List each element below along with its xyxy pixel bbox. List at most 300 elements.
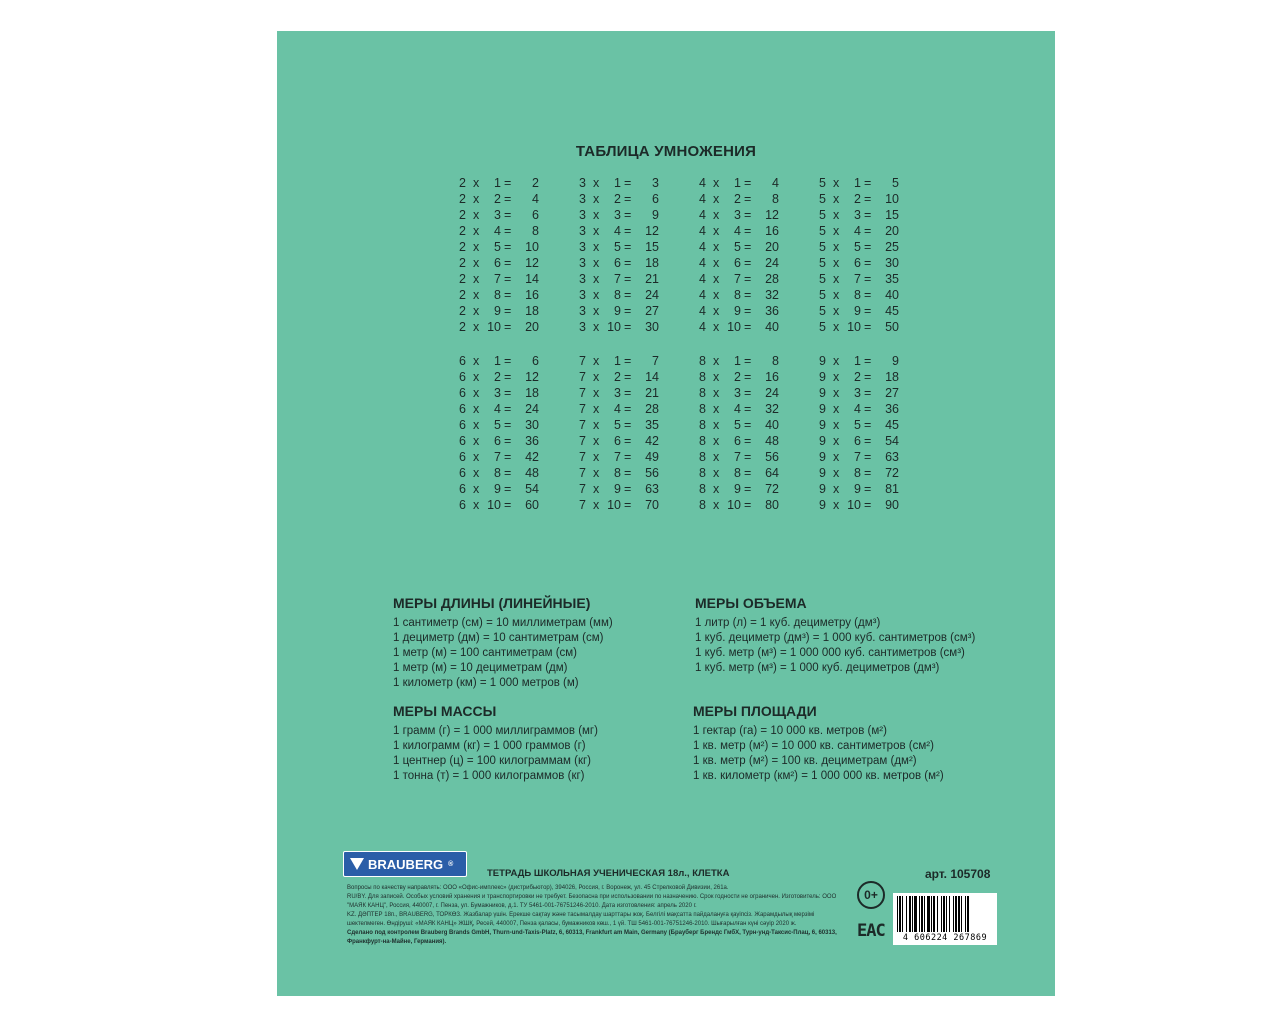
list-item: 1 километр (км) = 1 000 метров (м) — [393, 677, 579, 689]
multiplicand: 5 — [819, 304, 826, 318]
list-item: 1 кв. метр (м²) = 10 000 кв. сантиметров (см²) — [693, 740, 934, 752]
table-row — [579, 239, 689, 255]
multiplicand: 4 — [699, 192, 706, 206]
equals-sign: = — [624, 498, 632, 512]
equals-sign: = — [744, 450, 752, 464]
equals-sign: = — [504, 418, 512, 432]
times-sign: x — [593, 272, 600, 286]
equals-sign: = — [864, 272, 872, 286]
table-row — [819, 303, 929, 319]
multiplier: 7 — [494, 450, 501, 464]
product: 50 — [885, 320, 899, 334]
product: 5 — [892, 176, 899, 190]
table-row — [699, 255, 809, 271]
product: 45 — [885, 304, 899, 318]
multiplicand: 9 — [819, 482, 826, 496]
eac-mark-icon: ЕАС — [857, 921, 885, 941]
multiplier: 5 — [734, 240, 741, 254]
product: 15 — [645, 240, 659, 254]
table-row — [459, 223, 569, 239]
times-sign: x — [713, 482, 720, 496]
table-row — [699, 191, 809, 207]
multiplicand: 5 — [819, 272, 826, 286]
product: 36 — [765, 304, 779, 318]
table-row — [579, 497, 689, 513]
list-item: 1 куб. метр (м³) = 1 000 000 куб. сантиметров (см³) — [695, 647, 965, 659]
multiplicand: 5 — [819, 176, 826, 190]
product: 63 — [645, 482, 659, 496]
multiplicand: 8 — [699, 450, 706, 464]
product: 64 — [765, 466, 779, 480]
multiplier: 5 — [734, 418, 741, 432]
table-row — [579, 481, 689, 497]
times-sign: x — [833, 208, 840, 222]
equals-sign: = — [624, 304, 632, 318]
product: 21 — [645, 386, 659, 400]
table-row — [459, 449, 569, 465]
section-length — [393, 595, 613, 691]
multiplicand: 9 — [819, 498, 826, 512]
multiplicand: 3 — [579, 272, 586, 286]
product: 27 — [645, 304, 659, 318]
multiplicand: 5 — [819, 192, 826, 206]
product: 8 — [772, 192, 779, 206]
multiplier: 1 — [854, 176, 861, 190]
equals-sign: = — [624, 402, 632, 416]
multiplicand: 2 — [459, 256, 466, 270]
equals-sign: = — [624, 192, 632, 206]
table-row — [819, 207, 929, 223]
times-sign: x — [713, 498, 720, 512]
multiplicand: 5 — [819, 208, 826, 222]
multiplier: 4 — [854, 402, 861, 416]
product: 80 — [765, 498, 779, 512]
product: 28 — [765, 272, 779, 286]
multiplier: 3 — [854, 208, 861, 222]
product: 16 — [525, 288, 539, 302]
product: 63 — [885, 450, 899, 464]
multiplicand: 7 — [579, 450, 586, 464]
table-row — [579, 175, 689, 191]
table-row — [579, 303, 689, 319]
table-row — [459, 191, 569, 207]
multiplier: 6 — [854, 256, 861, 270]
equals-sign: = — [864, 434, 872, 448]
table-row — [459, 401, 569, 417]
product: 24 — [645, 288, 659, 302]
multiplicand: 2 — [459, 272, 466, 286]
multiplicand: 2 — [459, 192, 466, 206]
equals-sign: = — [504, 192, 512, 206]
product: 24 — [525, 402, 539, 416]
equals-sign: = — [744, 224, 752, 238]
multiplier: 6 — [734, 256, 741, 270]
multiplicand: 6 — [459, 482, 466, 496]
table-row — [579, 433, 689, 449]
product: 30 — [885, 256, 899, 270]
times-sign: x — [473, 386, 480, 400]
multiplier: 4 — [494, 224, 501, 238]
multiplier: 8 — [494, 466, 501, 480]
multiplicand: 2 — [459, 304, 466, 318]
times-sign: x — [713, 386, 720, 400]
times-sign: x — [473, 320, 480, 334]
times-sign: x — [833, 288, 840, 302]
product: 30 — [645, 320, 659, 334]
equals-sign: = — [744, 386, 752, 400]
times-sign: x — [593, 192, 600, 206]
multiplicand: 6 — [459, 466, 466, 480]
product: 56 — [645, 466, 659, 480]
table-row — [699, 385, 809, 401]
multiplier: 4 — [614, 224, 621, 238]
table-row — [579, 353, 689, 369]
table-row — [699, 353, 809, 369]
multiplier: 7 — [854, 450, 861, 464]
table-row — [819, 353, 929, 369]
times-sign: x — [833, 224, 840, 238]
equals-sign: = — [864, 402, 872, 416]
times-sign: x — [593, 370, 600, 384]
product: 12 — [645, 224, 659, 238]
equals-sign: = — [624, 354, 632, 368]
multiplicand: 3 — [579, 256, 586, 270]
multiplier: 2 — [494, 370, 501, 384]
table-row — [459, 465, 569, 481]
equals-sign: = — [864, 370, 872, 384]
product: 16 — [765, 224, 779, 238]
times-sign: x — [833, 192, 840, 206]
table-row — [819, 385, 929, 401]
equals-sign: = — [504, 466, 512, 480]
table-row — [699, 369, 809, 385]
multiplier: 7 — [494, 272, 501, 286]
table-row — [579, 271, 689, 287]
equals-sign: = — [864, 192, 872, 206]
brand-logo — [343, 851, 467, 877]
times-sign: x — [833, 434, 840, 448]
product: 70 — [645, 498, 659, 512]
equals-sign: = — [504, 450, 512, 464]
times-sign: x — [473, 402, 480, 416]
table-row — [819, 465, 929, 481]
times-sign: x — [593, 304, 600, 318]
multiplier: 2 — [614, 370, 621, 384]
multiplicand: 6 — [459, 354, 466, 368]
equals-sign: = — [624, 386, 632, 400]
multiplicand: 7 — [579, 418, 586, 432]
multiplier: 3 — [734, 386, 741, 400]
table-row — [819, 287, 929, 303]
brand-triangle-icon — [350, 858, 364, 870]
times-sign: x — [473, 272, 480, 286]
equals-sign: = — [864, 176, 872, 190]
times-sign: x — [593, 288, 600, 302]
table-row — [699, 417, 809, 433]
times-sign: x — [593, 466, 600, 480]
table-row — [699, 239, 809, 255]
equals-sign: = — [624, 418, 632, 432]
times-sign: x — [473, 418, 480, 432]
equals-sign: = — [504, 482, 512, 496]
equals-sign: = — [744, 192, 752, 206]
equals-sign: = — [864, 320, 872, 334]
equals-sign: = — [504, 288, 512, 302]
times-sign: x — [713, 192, 720, 206]
equals-sign: = — [504, 272, 512, 286]
multiplicand: 5 — [819, 240, 826, 254]
multiplier: 5 — [494, 240, 501, 254]
list-item: 1 метр (м) = 100 сантиметрам (см) — [393, 647, 578, 659]
times-sign: x — [473, 176, 480, 190]
multiplicand: 4 — [699, 320, 706, 334]
multiplicand: 6 — [459, 370, 466, 384]
multiplicand: 8 — [699, 434, 706, 448]
multiplicand: 9 — [819, 402, 826, 416]
list-item: 1 килограмм (кг) = 1 000 граммов (г) — [393, 740, 586, 752]
equals-sign: = — [504, 402, 512, 416]
table-row — [699, 287, 809, 303]
times-sign: x — [593, 176, 600, 190]
equals-sign: = — [864, 288, 872, 302]
times-sign: x — [473, 304, 480, 318]
equals-sign: = — [744, 434, 752, 448]
product: 18 — [525, 304, 539, 318]
multiplier: 2 — [734, 370, 741, 384]
equals-sign: = — [864, 256, 872, 270]
multiplicand: 2 — [459, 176, 466, 190]
multiplicand: 9 — [819, 386, 826, 400]
table-row — [819, 401, 929, 417]
product: 8 — [532, 224, 539, 238]
table-row — [819, 319, 929, 335]
times-sign: x — [833, 272, 840, 286]
equals-sign: = — [504, 208, 512, 222]
multiplicand: 8 — [699, 482, 706, 496]
multiplier: 10 — [727, 498, 741, 512]
section-volume — [695, 595, 975, 676]
multiplier: 6 — [614, 434, 621, 448]
times-sign: x — [593, 386, 600, 400]
multiplier: 1 — [494, 176, 501, 190]
product: 40 — [765, 320, 779, 334]
product: 7 — [652, 354, 659, 368]
table-row — [699, 497, 809, 513]
article-number: арт. 105708 — [925, 867, 991, 881]
times-sign: x — [713, 354, 720, 368]
table-row — [819, 223, 929, 239]
list-item: 1 гектар (га) = 10 000 кв. метров (м²) — [693, 725, 887, 737]
multiplicand: 4 — [699, 176, 706, 190]
multiplication-block — [819, 175, 929, 335]
table-row — [699, 433, 809, 449]
equals-sign: = — [624, 434, 632, 448]
times-sign: x — [473, 224, 480, 238]
table-row — [459, 417, 569, 433]
equals-sign: = — [864, 304, 872, 318]
multiplier: 3 — [734, 208, 741, 222]
list-item: 1 кв. метр (м²) = 100 кв. дециметрам (дм²) — [693, 755, 917, 767]
times-sign: x — [593, 240, 600, 254]
multiplier: 1 — [734, 354, 741, 368]
multiplier: 4 — [614, 402, 621, 416]
times-sign: x — [473, 192, 480, 206]
multiplicand: 4 — [699, 224, 706, 238]
multiplier: 3 — [614, 386, 621, 400]
multiplier: 8 — [854, 466, 861, 480]
multiplier: 10 — [607, 498, 621, 512]
equals-sign: = — [744, 466, 752, 480]
equals-sign: = — [504, 498, 512, 512]
equals-sign: = — [744, 354, 752, 368]
equals-sign: = — [744, 482, 752, 496]
table-row — [579, 319, 689, 335]
equals-sign: = — [864, 240, 872, 254]
table-row — [699, 271, 809, 287]
times-sign: x — [833, 418, 840, 432]
multiplier: 7 — [734, 272, 741, 286]
table-row — [699, 449, 809, 465]
multiplier: 5 — [614, 240, 621, 254]
equals-sign: = — [744, 272, 752, 286]
product: 32 — [765, 288, 779, 302]
multiplier: 9 — [614, 482, 621, 496]
table-row — [819, 175, 929, 191]
multiplier: 9 — [854, 304, 861, 318]
multiplier: 10 — [847, 498, 861, 512]
equals-sign: = — [624, 320, 632, 334]
times-sign: x — [713, 176, 720, 190]
multiplicand: 6 — [459, 386, 466, 400]
multiplier: 5 — [854, 418, 861, 432]
multiplicand: 4 — [699, 304, 706, 318]
equals-sign: = — [504, 304, 512, 318]
product: 81 — [885, 482, 899, 496]
multiplier: 8 — [494, 288, 501, 302]
product: 48 — [765, 434, 779, 448]
table-row — [459, 353, 569, 369]
fine-print-line: RU/BY. Для записей. Особых условий хранения и транспортировки не требует. Безопасна при использовании по назначению. Срок годности не ограничен. Изготовитель: ООО "МАЯК КАНЦ", Россия, 440007, г. Пенза, ул. Бумажников, д.1. ТУ 5461-001-76751246-2010. Дата изготовления: апрель 2020 г. — [347, 894, 837, 909]
times-sign: x — [473, 288, 480, 302]
times-sign: x — [473, 370, 480, 384]
product: 72 — [765, 482, 779, 496]
equals-sign: = — [864, 208, 872, 222]
multiplier: 2 — [614, 192, 621, 206]
multiplication-block — [459, 175, 569, 335]
table-row — [459, 303, 569, 319]
table-row — [579, 207, 689, 223]
barcode-bars-icon — [897, 896, 993, 932]
table-row — [579, 385, 689, 401]
equals-sign: = — [504, 256, 512, 270]
times-sign: x — [593, 354, 600, 368]
multiplicand: 4 — [699, 208, 706, 222]
equals-sign: = — [624, 450, 632, 464]
multiplicand: 5 — [819, 224, 826, 238]
times-sign: x — [713, 224, 720, 238]
multiplier: 9 — [494, 304, 501, 318]
table-row — [459, 385, 569, 401]
table-row — [819, 449, 929, 465]
table-row — [459, 271, 569, 287]
multiplication-block — [819, 353, 929, 513]
table-row — [579, 287, 689, 303]
equals-sign: = — [864, 418, 872, 432]
equals-sign: = — [504, 370, 512, 384]
product: 21 — [645, 272, 659, 286]
equals-sign: = — [624, 176, 632, 190]
multiplier: 9 — [854, 482, 861, 496]
equals-sign: = — [504, 320, 512, 334]
times-sign: x — [713, 418, 720, 432]
product: 28 — [645, 402, 659, 416]
product: 2 — [532, 176, 539, 190]
product: 14 — [525, 272, 539, 286]
product: 24 — [765, 386, 779, 400]
table-row — [459, 239, 569, 255]
section-heading: МЕРЫ ОБЪЕМА — [695, 595, 807, 611]
equals-sign: = — [864, 386, 872, 400]
barcode — [893, 893, 997, 945]
multiplier: 10 — [847, 320, 861, 334]
product: 18 — [645, 256, 659, 270]
product: 32 — [765, 402, 779, 416]
table-row — [699, 207, 809, 223]
registered-mark: ® — [448, 860, 454, 868]
multiplier: 3 — [854, 386, 861, 400]
barcode-number: 4 606224 267869 — [902, 933, 988, 943]
multiplicand: 2 — [459, 288, 466, 302]
multiplication-block — [579, 175, 689, 335]
multiplicand: 8 — [699, 386, 706, 400]
table-row — [819, 497, 929, 513]
multiplicand: 2 — [459, 240, 466, 254]
table-row — [579, 401, 689, 417]
equals-sign: = — [624, 256, 632, 270]
product: 48 — [525, 466, 539, 480]
section-lines — [695, 616, 975, 676]
multiplicand: 5 — [819, 288, 826, 302]
table-row — [699, 401, 809, 417]
times-sign: x — [833, 466, 840, 480]
times-sign: x — [713, 402, 720, 416]
table-row — [819, 433, 929, 449]
multiplier: 10 — [607, 320, 621, 334]
equals-sign: = — [504, 176, 512, 190]
product: 10 — [885, 192, 899, 206]
multiplier: 4 — [734, 224, 741, 238]
multiplicand: 9 — [819, 354, 826, 368]
equals-sign: = — [744, 256, 752, 270]
section-heading: МЕРЫ ДЛИНЫ (ЛИНЕЙНЫЕ) — [393, 595, 591, 611]
list-item: 1 центнер (ц) = 100 килограммам (кг) — [393, 755, 592, 767]
multiplier: 3 — [494, 386, 501, 400]
multiplicand: 9 — [819, 434, 826, 448]
product: 24 — [765, 256, 779, 270]
product: 45 — [885, 418, 899, 432]
equals-sign: = — [624, 224, 632, 238]
table-row — [579, 369, 689, 385]
times-sign: x — [593, 224, 600, 238]
table-row — [819, 369, 929, 385]
multiplicand: 3 — [579, 192, 586, 206]
table-row — [459, 255, 569, 271]
multiplicand: 9 — [819, 418, 826, 432]
multiplier: 6 — [734, 434, 741, 448]
product: 18 — [885, 370, 899, 384]
times-sign: x — [833, 256, 840, 270]
product: 15 — [885, 208, 899, 222]
